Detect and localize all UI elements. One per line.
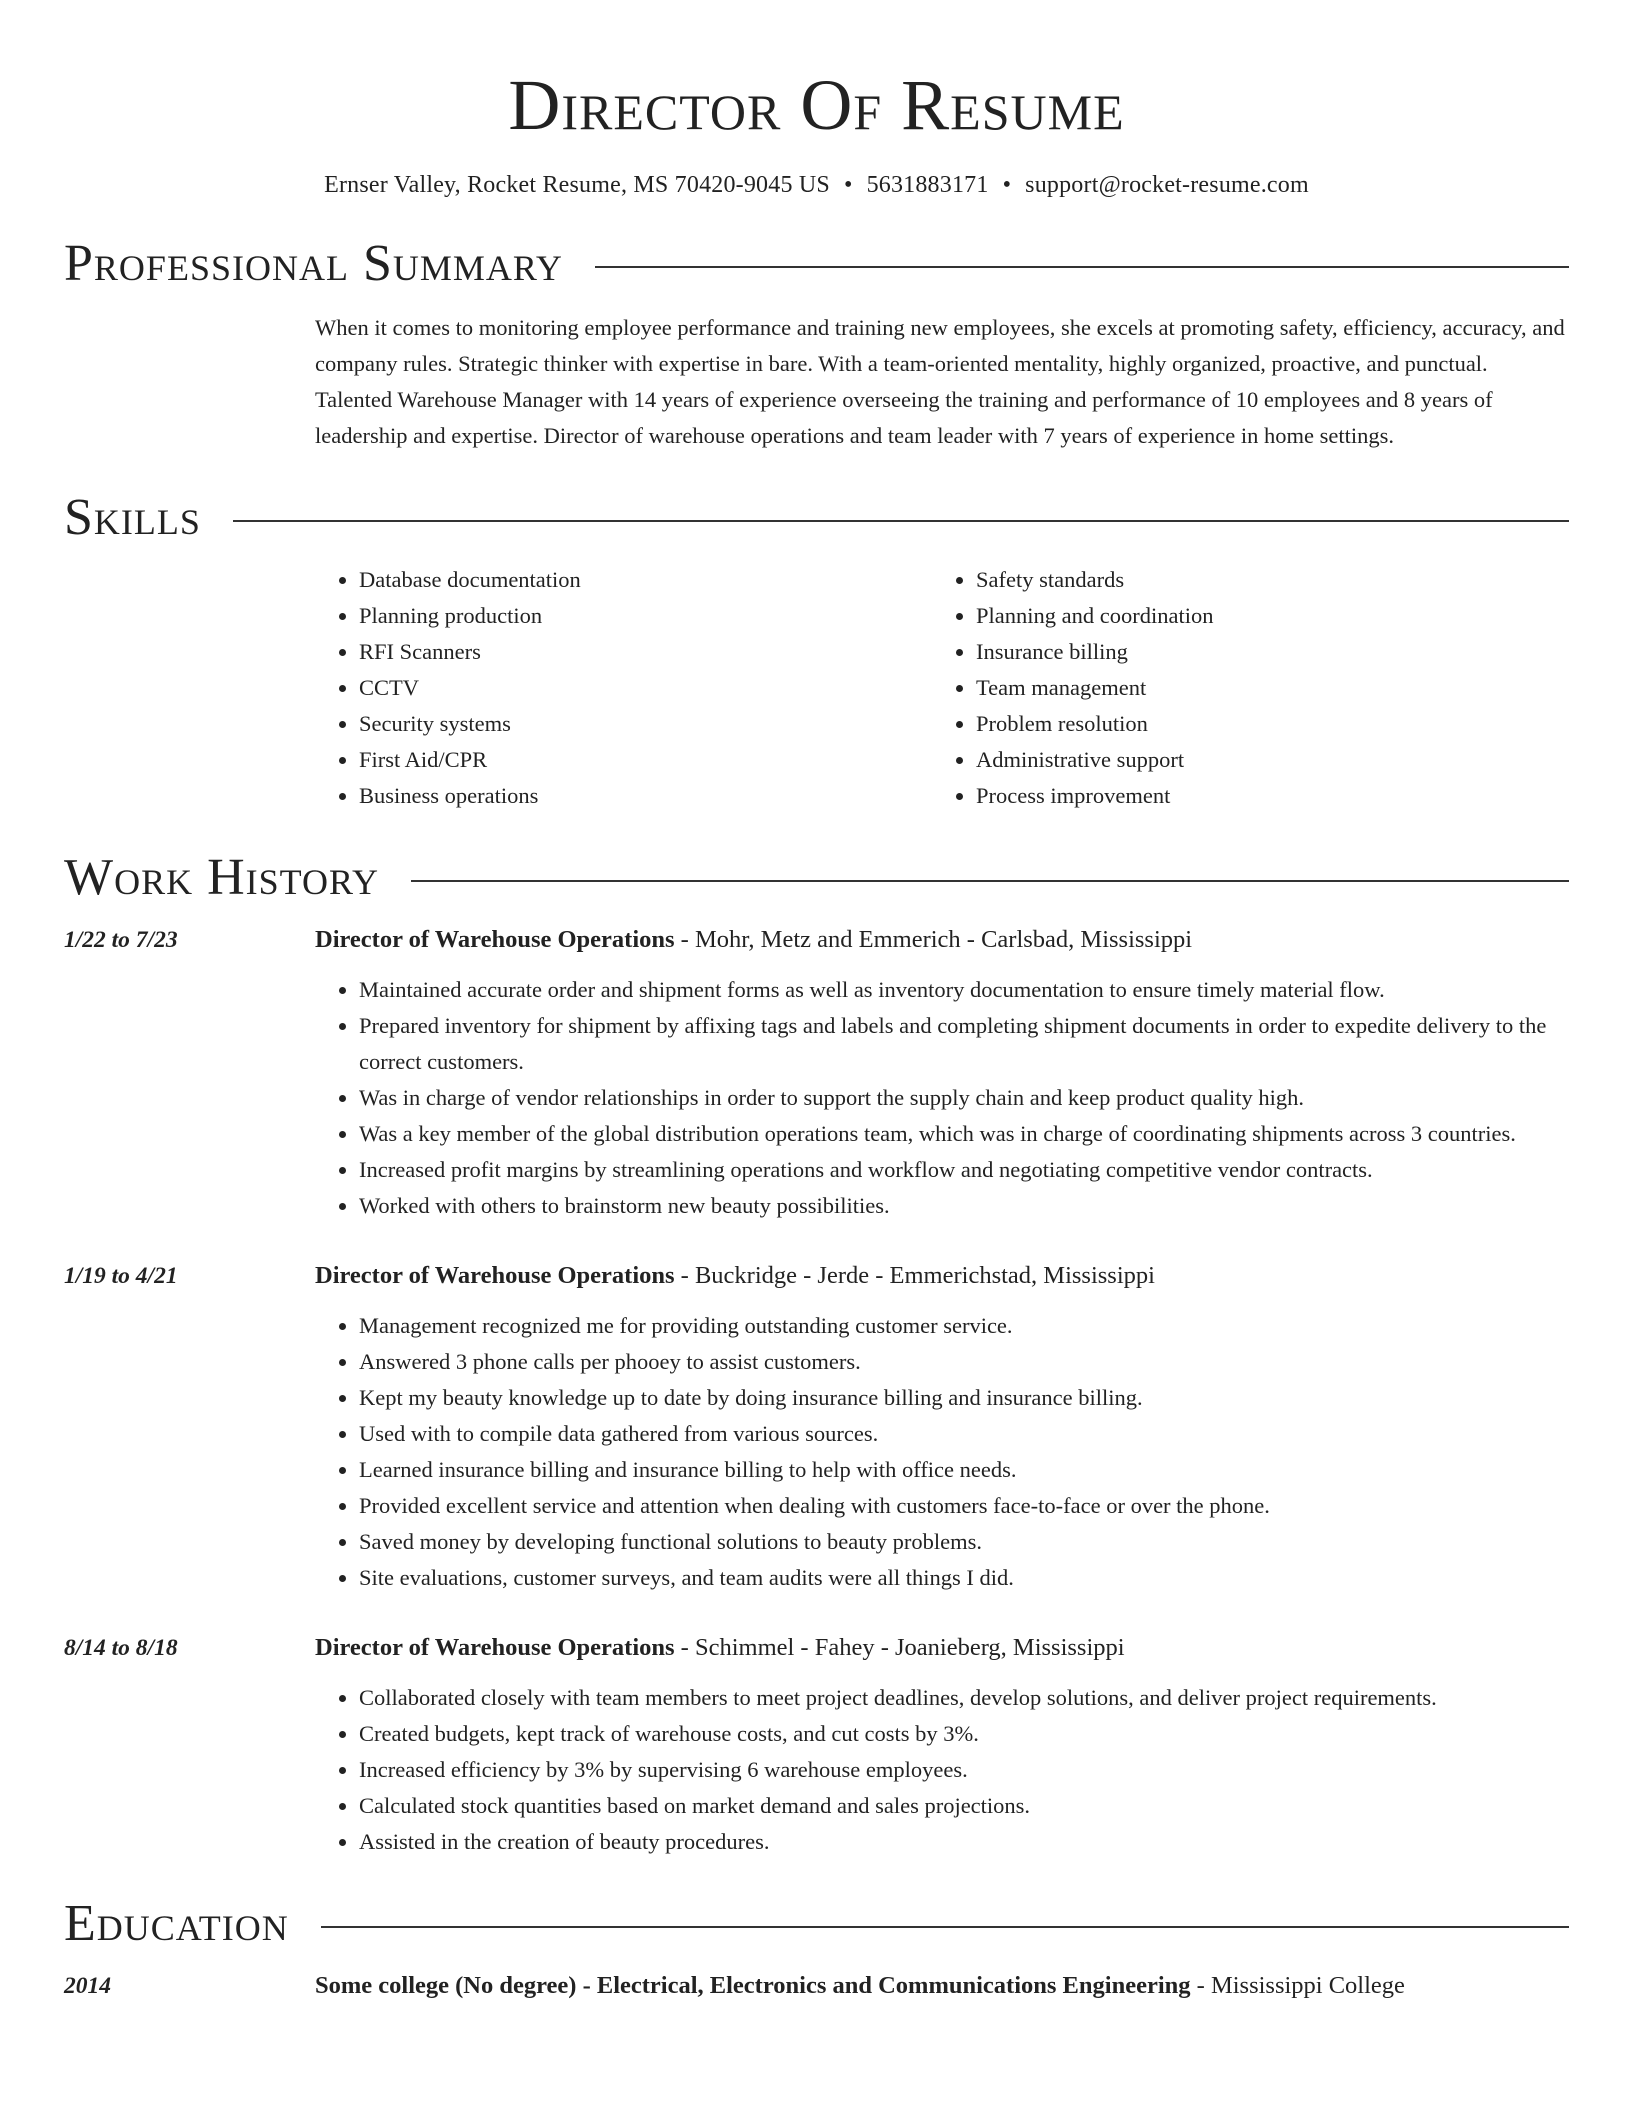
skill-item: • Planning and coordination <box>976 598 1549 634</box>
skills-column-right <box>932 562 1549 814</box>
skill-item: • Security systems <box>359 706 932 742</box>
job-date: 1/22 to 7/23 <box>64 927 178 953</box>
section-divider <box>321 1926 1569 1928</box>
job-entry <box>64 1258 1569 1596</box>
job-content <box>315 922 1569 1224</box>
job-heading <box>315 1258 1569 1294</box>
skills-column-left <box>315 562 932 814</box>
education-section-title: Education <box>64 1895 289 1952</box>
job-title: Director of Warehouse Operations <box>315 1634 675 1661</box>
education-date: 2014 <box>64 1973 111 1999</box>
job-bullet: • Calculated stock quantities based on market demand and sales projections. <box>359 1788 1569 1824</box>
job-content <box>315 1630 1569 1860</box>
section-divider <box>233 520 1569 522</box>
job-employer: - Schimmel - Fahey - Joanieberg, Mississippi <box>674 1634 1125 1661</box>
job-bullet: • Was a key member of the global distribution operations team, which was in charge of coordinating shipments across 3 countries. <box>359 1116 1569 1152</box>
skill-item: • Problem resolution <box>976 706 1549 742</box>
skill-item: • Safety standards <box>976 562 1549 598</box>
contact-line <box>64 170 1569 200</box>
skill-item: • First Aid/CPR <box>359 742 932 778</box>
job-entry <box>64 1630 1569 1860</box>
job-bullet: • Learned insurance billing and insurance billing to help with office needs. <box>359 1452 1569 1488</box>
education-entry <box>64 1968 1569 2004</box>
education-section-header <box>64 1894 1569 1954</box>
contact-email: support@rocket-resume.com <box>1025 172 1309 198</box>
job-entry <box>64 922 1569 1224</box>
job-bullet: • Created budgets, kept track of warehouse costs, and cut costs by 3%. <box>359 1716 1569 1752</box>
skill-item: • Business operations <box>359 778 932 814</box>
contact-separator: • <box>843 172 853 198</box>
job-bullet: • Worked with others to brainstorm new beauty possibilities. <box>359 1188 1569 1224</box>
skill-item: • Administrative support <box>976 742 1549 778</box>
summary-section-title: Professional Summary <box>64 235 563 292</box>
skill-item: • Database documentation <box>359 562 932 598</box>
job-bullet: • Kept my beauty knowledge up to date by doing insurance billing and insurance billing. <box>359 1380 1569 1416</box>
education-content <box>315 1968 1569 2004</box>
job-bullet: • Site evaluations, customer surveys, and team audits were all things I did. <box>359 1560 1569 1596</box>
skills-list <box>315 562 1569 814</box>
job-bullet: • Increased profit margins by streamlining operations and workflow and negotiating competitive vendor contracts. <box>359 1152 1569 1188</box>
skill-item: • Insurance billing <box>976 634 1549 670</box>
job-heading <box>315 922 1569 958</box>
skills-section-header <box>64 488 1569 548</box>
job-bullets <box>315 972 1569 1224</box>
job-content <box>315 1258 1569 1596</box>
education-heading <box>315 1968 1569 2004</box>
work-section-title: Work History <box>64 849 380 906</box>
skill-item: • Planning production <box>359 598 932 634</box>
section-divider <box>411 880 1569 882</box>
job-bullet: • Maintained accurate order and shipment forms as well as inventory documentation to ensure timely material flow. <box>359 972 1569 1008</box>
job-bullet: • Management recognized me for providing outstanding customer service. <box>359 1308 1569 1344</box>
job-date: 8/14 to 8/18 <box>64 1635 178 1661</box>
summary-section-header <box>64 234 1569 294</box>
job-bullets <box>315 1308 1569 1596</box>
job-bullet: • Assisted in the creation of beauty procedures. <box>359 1824 1569 1860</box>
job-bullet: • Was in charge of vendor relationships in order to support the supply chain and keep product quality high. <box>359 1080 1569 1116</box>
job-bullet: • Collaborated closely with team members to meet project deadlines, develop solutions, and deliver project requirements. <box>359 1680 1569 1716</box>
job-bullet: • Provided excellent service and attention when dealing with customers face-to-face or over the phone. <box>359 1488 1569 1524</box>
skill-item: • CCTV <box>359 670 932 706</box>
skill-item: • RFI Scanners <box>359 634 932 670</box>
skills-section-title: Skills <box>64 489 201 546</box>
skill-item: • Team management <box>976 670 1549 706</box>
contact-phone: 5631883171 <box>866 172 989 198</box>
job-bullets <box>315 1680 1569 1860</box>
section-divider <box>595 266 1569 268</box>
contact-separator: • <box>1002 172 1012 198</box>
job-bullet: • Increased efficiency by 3% by supervising 6 warehouse employees. <box>359 1752 1569 1788</box>
education-degree: Some college (No degree) - Electrical, Electronics and Communications Engineering <box>315 1972 1191 1999</box>
job-heading <box>315 1630 1569 1666</box>
job-title: Director of Warehouse Operations <box>315 1262 675 1289</box>
job-title: Director of Warehouse Operations <box>315 926 675 953</box>
job-bullet: • Prepared inventory for shipment by affixing tags and labels and completing shipment documents in order to expedite delivery to the correct customers. <box>359 1008 1569 1080</box>
contact-address: Ernser Valley, Rocket Resume, MS 70420-9045 US <box>324 172 830 198</box>
resume-name: Director Of Resume <box>508 65 1125 145</box>
skill-item: • Process improvement <box>976 778 1549 814</box>
work-section-header <box>64 848 1569 908</box>
education-school: - Mississippi College <box>1190 1972 1405 1999</box>
job-employer: - Mohr, Metz and Emmerich - Carlsbad, Mississippi <box>674 926 1193 953</box>
job-employer: - Buckridge - Jerde - Emmerichstad, Mississippi <box>674 1262 1155 1289</box>
job-bullet: • Used with to compile data gathered from various sources. <box>359 1416 1569 1452</box>
resume-page <box>64 0 1569 2004</box>
job-date: 1/19 to 4/21 <box>64 1263 178 1289</box>
job-bullet: • Saved money by developing functional solutions to beauty problems. <box>359 1524 1569 1560</box>
job-bullet: • Answered 3 phone calls per phooey to assist customers. <box>359 1344 1569 1380</box>
summary-text: When it comes to monitoring employee performance and training new employees, she excels at promoting safety, efficiency, accuracy, and company rules. Strategic thinker with expertise in bare. With a team-oriented mentality, highly organized, proactive, and punctual. Talented Warehouse Manager with 14 years of experience overseeing the training and performance of 10 employees and 8 years of leadership and expertise. Director of warehouse operations and team leader with 7 years of experience in home settings. <box>315 315 1565 448</box>
